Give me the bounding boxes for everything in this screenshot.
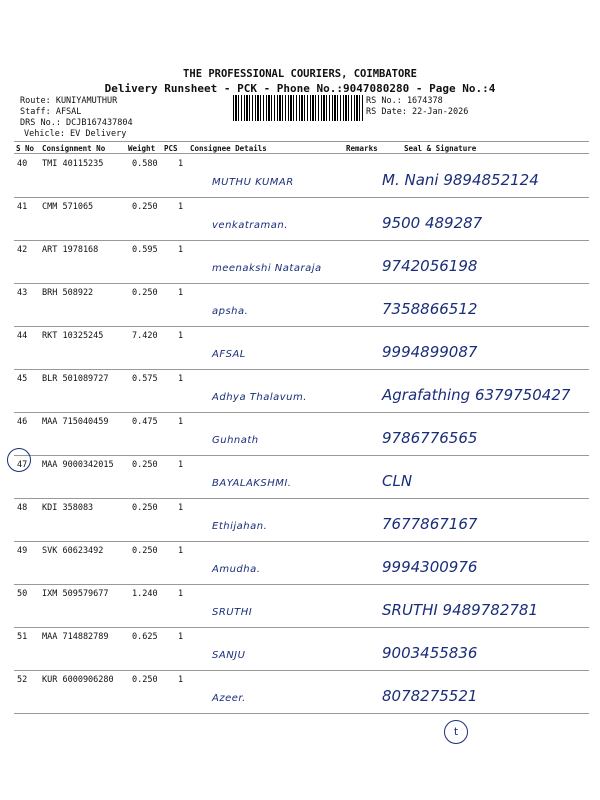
runsheet-subtitle: Delivery Runsheet - PCK - Phone No.:9047080280 - Page No.:4 — [104, 82, 496, 95]
row-consignee-name: Adhya Thalavum. — [212, 392, 307, 403]
row-sno: 46 — [17, 417, 28, 427]
row-pcs: 1 — [178, 546, 184, 556]
col-weight: Weight — [128, 144, 156, 153]
row-sno: 50 — [17, 589, 28, 599]
row-divider — [14, 584, 589, 585]
row-signature: 7677867167 — [382, 515, 478, 533]
barcode — [233, 95, 363, 121]
staff-label: Staff: AFSAL — [20, 107, 82, 117]
row-signature: 8078275521 — [382, 687, 478, 705]
row-weight: 0.250 — [132, 503, 158, 513]
drs-label: DRS No.: DCJB167437804 — [20, 118, 133, 128]
page-circle-mark: t — [444, 720, 468, 744]
row-pcs: 1 — [178, 288, 184, 298]
row-sno: 48 — [17, 503, 28, 513]
row-pcs: 1 — [178, 460, 184, 470]
row-weight: 0.250 — [132, 675, 158, 685]
row-consignee-name: apsha. — [212, 306, 249, 317]
row-consignment-no: TMI 40115235 — [42, 159, 104, 169]
row-consignee-name: Amudha. — [212, 564, 261, 575]
row-pcs: 1 — [178, 675, 184, 685]
row-consignee-name: SRUTHI — [212, 607, 253, 618]
row-divider — [14, 197, 589, 198]
row-weight: 0.250 — [132, 546, 158, 556]
row-weight: 0.250 — [132, 288, 158, 298]
row-divider — [14, 498, 589, 499]
row-consignee-name: venkatraman. — [212, 220, 288, 231]
row-weight: 0.250 — [132, 202, 158, 212]
row-consignment-no: MAA 714882789 — [42, 632, 109, 642]
row-sno: 51 — [17, 632, 28, 642]
row-pcs: 1 — [178, 331, 184, 341]
row-sno: 42 — [17, 245, 28, 255]
row-consignee-name: AFSAL — [212, 349, 246, 360]
row-signature: 9003455836 — [382, 644, 478, 662]
row-divider — [14, 240, 589, 241]
row-divider — [14, 412, 589, 413]
row-consignee-name: MUTHU KUMAR — [212, 177, 294, 188]
row-consignment-no: CMM 571065 — [42, 202, 94, 212]
row-weight: 7.420 — [132, 331, 158, 341]
row-weight: 0.575 — [132, 374, 158, 384]
row-consignee-name: Guhnath — [212, 435, 259, 446]
row-signature: CLN — [382, 472, 413, 490]
col-pcs: PCS — [164, 144, 178, 153]
row-divider — [14, 283, 589, 284]
vehicle-label: Vehicle: EV Delivery — [24, 129, 127, 139]
row-signature: 9994300976 — [382, 558, 478, 576]
row-signature: SRUTHI 9489782781 — [382, 601, 538, 619]
row-pcs: 1 — [178, 159, 184, 169]
row-consignee-name: SANJU — [212, 650, 246, 661]
row-divider — [14, 627, 589, 628]
col-sno: S No — [16, 144, 35, 153]
header-top-rule — [14, 141, 589, 142]
row-consignment-no: MAA 9000342015 — [42, 460, 114, 470]
row-divider — [14, 455, 589, 456]
rs-no-label: RS No.: 1674378 — [366, 96, 443, 106]
row-pcs: 1 — [178, 589, 184, 599]
row-sno: 44 — [17, 331, 28, 341]
runsheet-title: THE PROFESSIONAL COURIERS, COIMBATORE — [183, 68, 417, 80]
rs-date-label: RS Date: 22-Jan-2026 — [366, 107, 469, 117]
col-remarks: Remarks — [346, 144, 378, 153]
row-weight: 0.475 — [132, 417, 158, 427]
row-weight: 0.625 — [132, 632, 158, 642]
row-pcs: 1 — [178, 245, 184, 255]
row-sno: 45 — [17, 374, 28, 384]
row-consignee-name: Azeer. — [212, 693, 246, 704]
row-signature: 7358866512 — [382, 300, 478, 318]
row-sno: 43 — [17, 288, 28, 298]
row-signature: 9742056198 — [382, 257, 478, 275]
header-bottom-rule — [14, 153, 589, 154]
row-signature: Agrafathing 6379750427 — [382, 386, 571, 404]
row-signature: 9786776565 — [382, 429, 478, 447]
row-consignment-no: IXM 509579677 — [42, 589, 109, 599]
row-pcs: 1 — [178, 632, 184, 642]
row-divider — [14, 670, 589, 671]
col-consignment: Consignment No — [42, 144, 106, 153]
row-consignment-no: BRH 508922 — [42, 288, 94, 298]
row-weight: 0.580 — [132, 159, 158, 169]
row-47-circle-mark — [7, 448, 31, 472]
route-label: Route: KUNIYAMUTHUR — [20, 96, 118, 106]
row-sno: 47 — [17, 460, 28, 470]
row-pcs: 1 — [178, 202, 184, 212]
row-divider — [14, 713, 589, 714]
row-sno: 52 — [17, 675, 28, 685]
row-weight: 0.595 — [132, 245, 158, 255]
row-consignment-no: KDI 358083 — [42, 503, 94, 513]
row-signature: 9500 489287 — [382, 214, 483, 232]
row-divider — [14, 541, 589, 542]
row-consignment-no: ART 1978168 — [42, 245, 99, 255]
row-divider — [14, 369, 589, 370]
row-signature: 9994899087 — [382, 343, 478, 361]
row-consignee-name: Ethijahan. — [212, 521, 268, 532]
row-sno: 49 — [17, 546, 28, 556]
row-consignment-no: KUR 6000906280 — [42, 675, 114, 685]
row-divider — [14, 326, 589, 327]
row-consignee-name: BAYALAKSHMI. — [212, 478, 292, 489]
row-pcs: 1 — [178, 374, 184, 384]
col-seal-signature: Seal & Signature — [404, 144, 477, 153]
row-signature: M. Nani 9894852124 — [382, 171, 539, 189]
row-pcs: 1 — [178, 417, 184, 427]
row-consignment-no: RKT 10325245 — [42, 331, 104, 341]
row-sno: 40 — [17, 159, 28, 169]
row-weight: 1.240 — [132, 589, 158, 599]
row-consignment-no: BLR 501089727 — [42, 374, 109, 384]
row-consignment-no: MAA 715040459 — [42, 417, 109, 427]
row-pcs: 1 — [178, 503, 184, 513]
row-consignment-no: SVK 60623492 — [42, 546, 104, 556]
col-consignee: Consignee Details — [190, 144, 267, 153]
row-weight: 0.250 — [132, 460, 158, 470]
row-sno: 41 — [17, 202, 28, 212]
row-consignee-name: meenakshi Nataraja — [212, 263, 322, 274]
